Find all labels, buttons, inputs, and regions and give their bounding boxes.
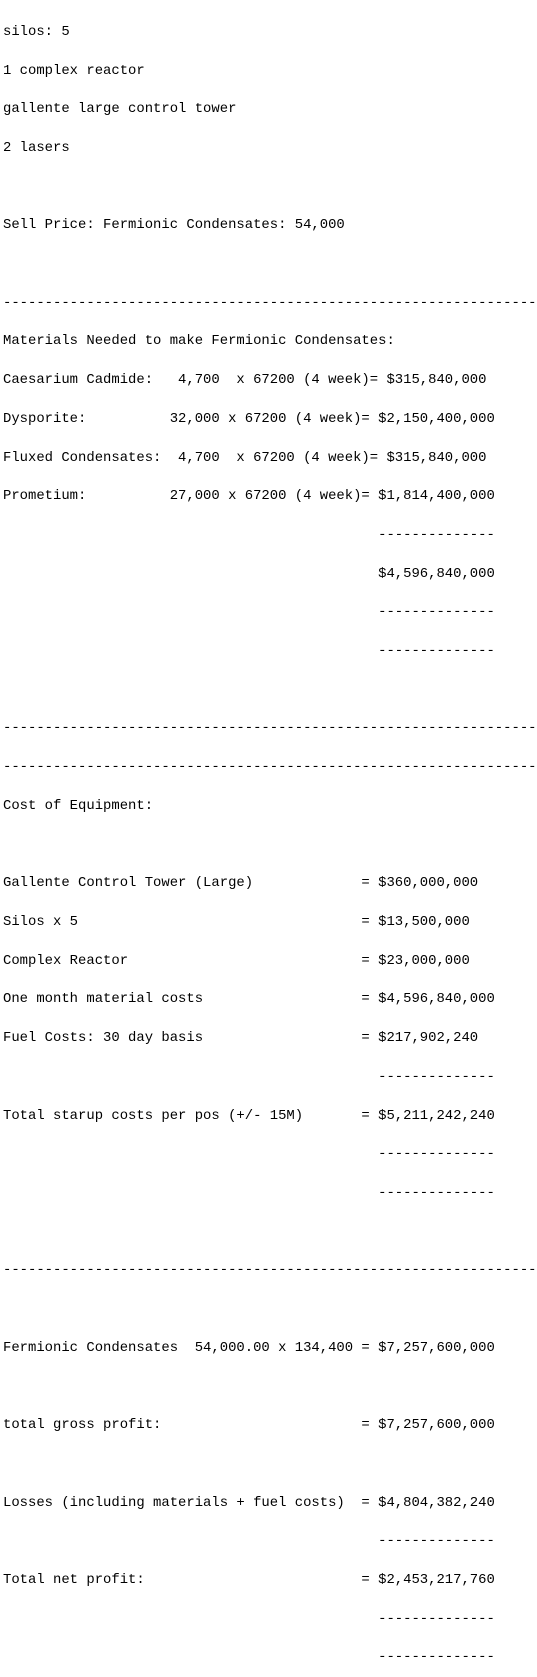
divider-line: ---------------------------------------------------------------- — [3, 1262, 537, 1279]
doc-line — [3, 684, 493, 697]
doc-line — [3, 1380, 493, 1393]
material-row: Caesarium Cadmide: 4,700 x 67200 (4 week)= $315,840,000 — [3, 372, 487, 389]
equipment-row: Fuel Costs: 30 day basis = $217,902,240 — [3, 1030, 479, 1047]
equipment-heading: Cost of Equipment: — [3, 797, 154, 814]
doc-line: 1 complex reactor — [3, 62, 145, 79]
gross-profit-row: total gross profit: = $7,257,600,000 — [3, 1417, 495, 1434]
revenue-row: Fermionic Condensates 54,000.00 x 134,400 = $7,257,600,000 — [3, 1339, 495, 1356]
losses-row: Losses (including materials + fuel costs) = $4,804,382,240 — [3, 1494, 495, 1511]
sell-price-line: Sell Price: Fermionic Condensates: 54,000 — [3, 217, 345, 234]
divider-line: -------------- — [3, 643, 495, 660]
materials-heading: Materials Needed to make Fermionic Condensates: — [3, 333, 395, 350]
doc-line — [3, 258, 493, 271]
divider-line: -------------- — [3, 1146, 495, 1163]
doc-line: 2 lasers — [3, 139, 70, 156]
doc-line — [3, 181, 493, 194]
divider-line: ---------------------------------------------------------------- — [3, 759, 537, 776]
divider-line: -------------- — [3, 1610, 495, 1627]
divider-line: -------------- — [3, 604, 495, 621]
divider-line: -------------- — [3, 1533, 495, 1550]
material-row: Prometium: 27,000 x 67200 (4 week)= $1,814,400,000 — [3, 488, 495, 505]
equipment-row: One month material costs = $4,596,840,000 — [3, 991, 495, 1008]
divider-line: -------------- — [3, 1068, 495, 1085]
divider-line: -------------- — [3, 526, 495, 543]
doc-line — [3, 839, 493, 852]
materials-total: $4,596,840,000 — [3, 565, 495, 582]
equipment-row: Silos x 5 = $13,500,000 — [3, 913, 470, 930]
doc-line: gallente large control tower — [3, 101, 237, 118]
equipment-row: Gallente Control Tower (Large) = $360,000,000 — [3, 875, 479, 892]
equipment-row: Complex Reactor = $23,000,000 — [3, 952, 470, 969]
doc-line: silos: 5 — [3, 23, 70, 40]
net-profit-row: Total net profit: = $2,453,217,760 — [3, 1571, 495, 1588]
divider-line: -------------- — [3, 1649, 495, 1666]
divider-line: ---------------------------------------------------------------- — [3, 294, 537, 311]
doc-line — [3, 1226, 493, 1239]
material-row: Fluxed Condensates: 4,700 x 67200 (4 week)= $315,840,000 — [3, 449, 487, 466]
divider-line: ---------------------------------------------------------------- — [3, 720, 537, 737]
doc-line — [3, 1458, 493, 1471]
material-row: Dysporite: 32,000 x 67200 (4 week)= $2,150,400,000 — [3, 410, 495, 427]
startup-total: Total starup costs per pos (+/- 15M) = $5,211,242,240 — [3, 1107, 495, 1124]
divider-line: -------------- — [3, 1184, 495, 1201]
doc-line — [3, 1303, 493, 1316]
